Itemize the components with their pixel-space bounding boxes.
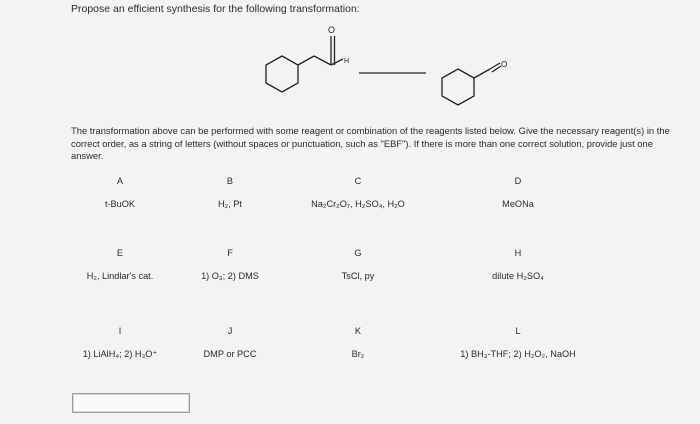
- reactant-hydrogen-label: H: [344, 58, 350, 65]
- reagent-name: Na₂Cr₂O₇, H₂SO₄, H₂O: [311, 199, 405, 209]
- reactant-oxygen-label: O: [328, 25, 336, 35]
- reagent-letter: K: [354, 326, 362, 336]
- reagent-name: MeONa: [502, 199, 534, 209]
- reagent-name: H₂, Lindlar's cat.: [86, 271, 154, 281]
- reagent-name: H₂, Pt: [218, 199, 242, 209]
- reagent-cell-j: [160, 325, 300, 359]
- reaction-scheme: [240, 16, 540, 116]
- product-structure: [442, 63, 501, 105]
- reagent-name: TsCl, py: [341, 271, 375, 281]
- reagent-cell-h: [448, 247, 588, 281]
- reagent-letter: E: [116, 248, 124, 258]
- question-prompt: Propose an efficient synthesis for the following transformation:: [71, 3, 360, 15]
- reactant-structure: [266, 36, 343, 92]
- reagent-cell-g: [288, 247, 428, 281]
- reagent-letter: G: [354, 248, 362, 258]
- reagent-letter: J: [227, 326, 233, 336]
- product-oxygen-label: O: [501, 60, 508, 69]
- reagent-letter: B: [226, 176, 234, 186]
- reagent-letter: C: [354, 176, 362, 186]
- reagent-cell-b: [160, 175, 300, 209]
- reagent-cell-d: [448, 175, 588, 209]
- reagent-name: 1) O₃; 2) DMS: [201, 271, 259, 281]
- reagent-name: 1) BH₃-THF; 2) H₂O₂, NaOH: [460, 349, 576, 359]
- reagent-name: DMP or PCC: [203, 349, 257, 359]
- reagent-table: [70, 172, 630, 372]
- reagent-cell-k: [288, 325, 428, 359]
- reagent-letter: A: [116, 176, 124, 186]
- reagent-letter: H: [514, 248, 522, 258]
- reagent-cell-f: [160, 247, 300, 281]
- reagent-letter: D: [514, 176, 522, 186]
- answer-input[interactable]: [72, 393, 190, 413]
- reagent-letter: F: [227, 248, 233, 258]
- question-instructions: The transformation above can be performed with some reagent or combination of the reagents listed below. Give the necessary reagent(s) in the correct order, as a string of letters (without spaces or punctuation, such as "EBF"). If there is more than one correct solution, provide just one answer.: [71, 125, 670, 161]
- reagent-cell-c: [288, 175, 428, 209]
- reagent-letter: I: [118, 326, 122, 336]
- reagent-name: 1) LiAlH₄; 2) H₃O⁺: [82, 349, 158, 359]
- reagent-name: dilute H₂SO₄: [492, 271, 544, 281]
- reagent-letter: L: [515, 326, 521, 336]
- reagent-cell-l: [448, 325, 588, 359]
- reagent-name: Br₂: [351, 349, 365, 359]
- reagent-name: t-BuOK: [104, 199, 136, 209]
